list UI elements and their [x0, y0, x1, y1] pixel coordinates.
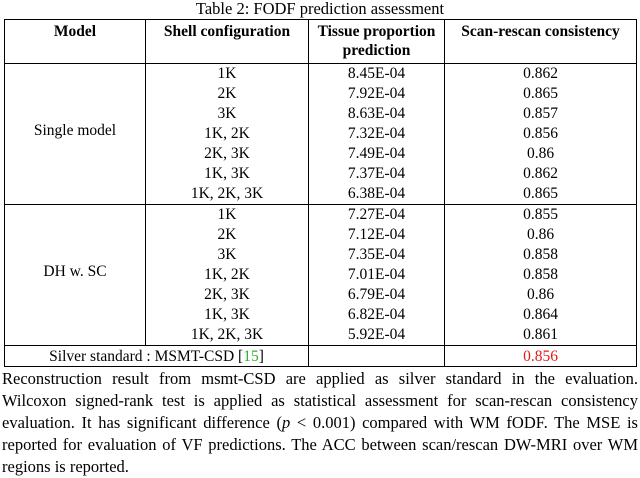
table-row: [5, 205, 637, 226]
tissue-cell: 5.92E-04: [309, 325, 445, 346]
scan-cell: 0.858: [445, 265, 637, 285]
tissue-cell: 6.38E-04: [309, 184, 445, 205]
tissue-cell: 7.27E-04: [309, 205, 445, 226]
header-shell: Shell configuration: [146, 20, 309, 64]
shell-cell: 2K: [146, 84, 309, 104]
shell-cell: 3K: [146, 245, 309, 265]
model-group-cell: Single model: [5, 64, 146, 205]
header-row: [5, 20, 637, 64]
note-p: p: [281, 413, 291, 432]
scan-cell: 0.86: [445, 144, 637, 164]
shell-cell: 1K, 2K, 3K: [146, 325, 309, 346]
scan-cell: 0.857: [445, 104, 637, 124]
table-note: [2, 368, 638, 478]
shell-cell: 1K, 3K: [146, 164, 309, 184]
shell-cell: 1K, 3K: [146, 305, 309, 325]
citation-link[interactable]: 15: [243, 347, 259, 365]
tissue-cell: 6.79E-04: [309, 285, 445, 305]
tissue-cell: 7.49E-04: [309, 144, 445, 164]
tissue-cell: 7.37E-04: [309, 164, 445, 184]
header-model: Model: [5, 20, 146, 64]
tissue-cell: 7.01E-04: [309, 265, 445, 285]
scan-cell: 0.86: [445, 225, 637, 245]
shell-cell: 1K: [146, 64, 309, 85]
note-part2: < 0.001) compared with WM fODF. The MSE is reported for evaluation of VF predictions. The ACC between scan/rescan DW-MRI over WM regions is reported.: [2, 413, 638, 476]
silver-scan-cell: 0.856: [445, 346, 637, 367]
scan-cell: 0.856: [445, 124, 637, 144]
shell-cell: 3K: [146, 104, 309, 124]
tissue-cell: 7.92E-04: [309, 84, 445, 104]
scan-cell: 0.861: [445, 325, 637, 346]
tissue-cell: 8.45E-04: [309, 64, 445, 85]
tissue-cell: 7.32E-04: [309, 124, 445, 144]
model-group-cell: DH w. SC: [5, 205, 146, 346]
note-part1: Reconstruction result from msmt-CSD are applied as silver standard in the evaluation. Wilcoxon signed-rank test is applied as statistical assessment for scan-rescan consistency evaluation. It has significant difference (: [2, 369, 638, 432]
shell-cell: 2K, 3K: [146, 144, 309, 164]
table-body: [5, 64, 637, 367]
header-tissue: Tissue proportion prediction: [309, 20, 445, 64]
tissue-cell: 7.35E-04: [309, 245, 445, 265]
shell-cell: 1K: [146, 205, 309, 226]
scan-cell: 0.865: [445, 184, 637, 205]
shell-cell: 2K, 3K: [146, 285, 309, 305]
scan-cell: 0.862: [445, 64, 637, 85]
shell-cell: 1K, 2K, 3K: [146, 184, 309, 205]
scan-cell: 0.858: [445, 245, 637, 265]
scan-cell: 0.865: [445, 84, 637, 104]
shell-cell: 2K: [146, 225, 309, 245]
header-scan: Scan-rescan consistency: [445, 20, 637, 64]
table-caption: Table 2: FODF prediction assessment: [195, 0, 445, 18]
silver-standard-label: [5, 346, 309, 367]
fodf-table: [4, 19, 637, 367]
tissue-cell: 6.82E-04: [309, 305, 445, 325]
table-row: [5, 64, 637, 85]
tissue-cell: 8.63E-04: [309, 104, 445, 124]
shell-cell: 1K, 2K: [146, 265, 309, 285]
scan-cell: 0.864: [445, 305, 637, 325]
scan-cell: 0.862: [445, 164, 637, 184]
scan-cell: 0.86: [445, 285, 637, 305]
silver-tissue-cell: [309, 346, 445, 367]
shell-cell: 1K, 2K: [146, 124, 309, 144]
silver-standard-row: [5, 346, 637, 367]
scan-cell: 0.855: [445, 205, 637, 226]
silver-label-text: Silver standard : MSMT-CSD [: [49, 347, 244, 365]
tissue-cell: 7.12E-04: [309, 225, 445, 245]
silver-label-close: ]: [258, 347, 264, 365]
